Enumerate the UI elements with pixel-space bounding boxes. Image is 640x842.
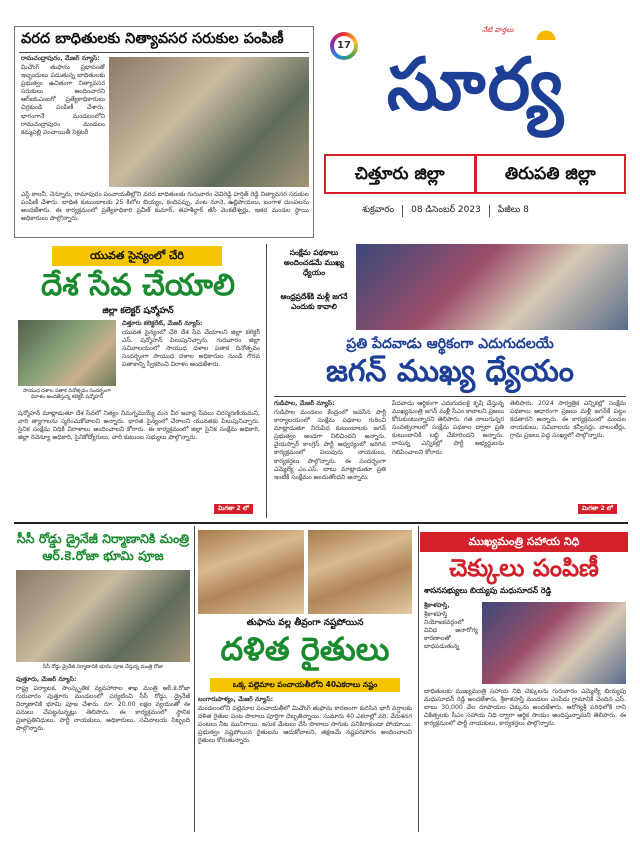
story-body: మండలంలోని పల్లెమాల పంచాయతీలో మిచౌంగ్ తుఫాను కారణంగా కురిసిన భారీ వర్షాలకు దళిత రైతుల పంట పొలాలు పూర్తిగా దెబ్బతిన్నాయి. సుమారు 40 ఎకరాల్లో వరి, వేరుశనగ పంటలు నీట మునిగాయి. ఇసుక మేటలు వేసి పొలాలు సాగుకు పనికిరాకుండా పోయాయి. ప్రభుత్వం నష్టపోయిన రైతులను ఆదుకోవాలని, తక్షణమే నష్టపరిహారం అందించాలని రైతులు కోరుతున్నారు. — [198, 705, 412, 745]
story-dateline: శ్రీకాళహస్తి, — [424, 602, 450, 609]
story-byline: శాసనసభ్యులు బియ్యపు మధుసూదన్ రెడ్డి — [424, 586, 552, 595]
column-divider — [266, 244, 267, 518]
newspaper-title[interactable]: సూర్య — [386, 42, 566, 126]
masthead — [322, 22, 628, 244]
anniversary-number: 17 — [334, 36, 354, 56]
story-cc-road — [14, 526, 192, 832]
column-divider — [194, 526, 195, 832]
story-body: రాష్ట్ర పర్యాటక, సాంస్కృతిక వ్యవహారాల శాఖ మంత్రి ఆర్.కె.రోజా గురువారం పుత్తూరు మండలంలో పర్యటించి సీసీ రోడ్డు, డ్రైనేజీ నిర్మాణానికి భూమి పూజ చేశారు. రూ. 20.00 లక్షల వ్యయంతో ఈ పనులు చేపట్టనున్నట్లు తెలిపారు. ఈ కార్యక్రమంలో స్థానిక ప్రజాప్రతినిధులు, పార్టీ నాయకులు, అధికారులు, సచివాలయ సిబ్బంది పాల్గొన్నారు. — [16, 685, 190, 733]
side-kicker-ap: ఆంధ్రప్రదేశ్‌కి మళ్లీ జగనే ఎందుకు కావాలి — [280, 292, 348, 311]
story-kicker: తుఫాను వల్ల తీవ్రంగా నష్టపోయిన — [246, 618, 364, 628]
news-photo[interactable] — [18, 320, 116, 386]
edition-tirupati[interactable]: తిరుపతి జిల్లా — [504, 164, 596, 184]
story-headline[interactable]: జగన్ ముఖ్య ధ్యేయం — [325, 354, 575, 389]
story-kicker: ముఖ్యమంత్రి సహాయ నిధి — [420, 532, 628, 552]
edition-bar — [324, 154, 626, 194]
story-dateline: గుడిపాల, మేజర్ న్యూస్: — [274, 400, 335, 407]
story-column-3: తెలిపారు. 2024 సార్వత్రిక ఎన్నికల్లో సంక్షేమ పథకాలు ఆధారంగా ప్రజలు మళ్లీ జగన్‌కే పట్టం కడతారని అన్నారు. ఈ కార్యక్రమంలో మండల నాయకులు, సచివాలయ కన్వీనర్లు, వాలంటీర్లు, గ్రామ ప్రజలు పెద్ద సంఖ్యలో పాల్గొన్నారు. — [510, 400, 626, 440]
story-headline[interactable]: సీసీ రోడ్డు డ్రైనేజీ నిర్మాణానికి మంత్రి ఆర్.కె.రోజా భూమి పూజ — [16, 531, 190, 563]
issue-date: 08 డిసెంబర్ 2023 — [403, 205, 490, 217]
story-kicker: యువత సైన్యంలో చేరి — [52, 246, 222, 266]
story-headline[interactable]: వరద బాధితులకు నిత్యావసర సరుకుల పంపిణీ — [21, 31, 284, 47]
story-dateline: రామచంద్రాపురం, మేజర్ న్యూస్: — [21, 55, 100, 62]
news-photo-field-2[interactable] — [308, 530, 412, 614]
news-photo[interactable] — [109, 57, 309, 187]
story-army-service — [14, 244, 262, 518]
story-body: శ్రీకాళహస్తి నియోజకవర్గంలో వివిధ అనారోగ్య కారణాలతో బాధపడుతున్న — [424, 611, 478, 651]
photo-caption: సీసీ రోడ్డు డ్రైనేజీ నిర్మాణానికి భూమి పూజ చేస్తున్న మంత్రి రోజా — [42, 664, 164, 670]
divider — [274, 396, 626, 397]
story-jagan-goal — [270, 244, 630, 518]
story-body: మిచౌంగ్ తుఫాను ప్రభావంతో ఇబ్బందులు పడుతున్న బాధితులకు ప్రభుత్వం ఉచితంగా నిత్యావసర సరుకులు అందించారని ఆర్ఐఓఎంఐగో ప్రత్యేకాధికారులు చిర్రకుండి పంపిణీ చేశారు. భాగంగానే మండలంలోని రామచంద్రాపురం మండలం కమ్మపల్లి పంచాయితీ సెక్రటరీ — [21, 64, 105, 136]
continued-tag[interactable]: మిగతా 2 లో — [578, 504, 617, 514]
story-body-continued: బాధితులకు ముఖ్యమంత్రి సహాయ నిధి చెక్కులను గురువారం ఎమ్మెల్యే బియ్యపు మధుసూదన్ రెడ్డి అందజేశారు. శ్రీకాళహస్తి మండలం ఎంపేడు గ్రామానికి చెందిన ఎస్. బాబు 30,000 వేల రూపాయల చెక్కును అందజేశారు. ఆరోగ్యశ్రీ పరిధిలోకి రాని చికిత్సలకు సీఎం సహాయ నిధి ద్వారా ఆర్థిక సాయం అందిస్తున్నామని తెలిపారు. ఈ కార్యక్రమంలో పార్టీ నాయకులు, కార్యకర్తలు పాల్గొన్నారు. — [424, 688, 626, 728]
story-column-2: పేదవాడు ఆర్థికంగా ఎదుగుదలకై కృషి చేస్తున్న ముఖ్యమంత్రి జగన్ మళ్లీ సీఎం కావాలని ప్రజలు కోరుకుంటున్నారని తెలిపారు. గత నాలుగున్నర సంవత్సరాలలో సంక్షేమ పథకాల ద్వారా ప్రతి కుటుంబానికి లబ్ధి చేకూరిందని అన్నారు. రానున్న ఎన్నికల్లో పార్టీ అభ్యర్థులను గెలిపించాలని కోరారు. — [392, 400, 504, 456]
side-kicker-welfare: సంక్షేమ పథకాలు అందించడమే ముఖ్య ధ్యేయం — [283, 248, 345, 277]
story-body-continued: ఎస్టీ కాలనీ, నెన్నూరు, రామాపురం పంచాయతీల్లోని వరద బాధితులకు గురువారం చెవిరెడ్డి హర్షిత్ రెడ్డి నిత్యావసర సరుకుల పంపిణీ చేశారు. బాధిత కుటుంబాలకు 25 కిలోల బియ్యం, కందిపప్పు, వంట నూనె, ఉల్లిపాయలు, బంగాళ దుంపలను అందజేశారు. ఈ కార్యక్రమంలో ప్రత్యేకాధికారి ప్రవీణ్ కుమార్, తహశీల్దార్ జీసీ వెంకటేశ్వర్లు, ఇతర మండల స్థాయి అధికారులు పాల్గొన్నారు. — [21, 191, 309, 223]
story-dateline: బంగారుపాళ్యం, మేజర్ న్యూస్: — [198, 696, 274, 703]
story-byline: జిల్లా కలెక్టర్ షన్మోహన్ — [102, 306, 174, 316]
story-dateline: చిత్తూరు కలెక్టరేట్, మేజర్ న్యూస్: — [122, 320, 203, 327]
news-photo-field-1[interactable] — [198, 530, 304, 614]
dateline-bar — [362, 202, 626, 220]
photo-caption: సాయుధ దళాల పతాక దినోత్సవం సందర్భంగా విరాళం అందజేస్తున్న కలెక్టర్ షన్మోహన్ — [23, 388, 111, 400]
story-headline[interactable]: చెక్కులు పంపిణీ — [449, 554, 599, 582]
edition-chittoor[interactable]: చిత్తూరు జిల్లా — [354, 164, 445, 184]
story-column-1: గుడిపాల మండలం కేంద్రంలో జనసేన పార్టీ కార్యాలయంలో సంక్షేమ పథకాల గురించి మాట్లాడుతూ నిరుపేద కుటుంబాలకు జగన్ ప్రభుత్వం అండగా నిలిచిందని అన్నారు. వైయస్సార్ కాంగ్రెస్ పార్టీ ఆధ్వర్యంలో జరిగిన కార్యక్రమంలో పలువురు నాయకులు, కార్యకర్తలు పాల్గొన్నారు. ఈ సందర్భంగా ఎమ్మెల్యే ఎం.ఎస్. బాబు మాట్లాడుతూ ప్రతి ఇంటికి సంక్షేమం అందుతోందని అన్నారు. — [274, 409, 386, 481]
issue-day: శుక్రవారం — [362, 205, 403, 217]
row-divider — [14, 522, 628, 524]
continued-tag[interactable]: మిగతా 2 లో — [214, 504, 253, 514]
story-headline[interactable]: దేశ సేవ చేయాలి — [41, 268, 235, 303]
divider — [19, 52, 309, 53]
column-divider — [418, 526, 419, 832]
page-count: పేజీలు 8 — [497, 205, 529, 215]
story-kicker: ప్రతి పేదవాడు ఆర్థికంగా ఎదుగుదలయే — [346, 336, 554, 352]
story-headline[interactable]: దళిత రైతులు — [220, 630, 390, 668]
news-photo[interactable] — [16, 570, 190, 662]
story-dalit-farmers — [196, 526, 414, 832]
story-body-continued: షన్మోహన్ మాట్లాడుతూ దేశ సేవలో నిత్యం నిమగ్నమయ్యే మన వీర జవాన్ల సేవలు చిరస్మరణీయమని, వారి త్యాగాలను స్మరించుకోవాలని అన్నారు. భారత సైన్యంలో చేరాలని యువతకు పిలుపునిచ్చారు. సైనిక సంక్షేమ నిధికి విరాళాలు అందించాలని కోరారు. ఈ కార్యక్రమంలో జిల్లా సైనిక సంక్షేమ అధికారి, జిల్లా రెవెన్యూ అధికారి, సైనికోద్యోగులు, వారి కుటుంబ సభ్యులు పాల్గొన్నారు. — [18, 410, 260, 442]
tagline: నేటి వార్తలు — [482, 26, 514, 34]
story-cmrf-cheques — [420, 526, 628, 832]
story-body: యువత సైన్యంలో చేరి దేశ సేవ చేయాలని జిల్లా కలెక్టర్ ఎస్. షన్మోహన్ పిలుపునిచ్చారు. గురువారం జిల్లా సచివాలయంలో సాయుధ దళాల పతాక దినోత్సవం సందర్భంగా సాయుధ దళాల అధికారుల నుండి గౌరవ పతాకాన్ని స్వీకరించి విరాళం అందజేశారు. — [122, 329, 260, 369]
news-photo[interactable] — [482, 602, 626, 684]
story-dateline: పుత్తూరు, మేజర్ న్యూస్: — [16, 676, 77, 683]
news-photo[interactable] — [356, 244, 628, 330]
story-flood-relief — [14, 26, 314, 238]
story-strap: ఒక్క పల్లెమాల పంచాయతీలోని 40ఎకరాలు నష్టం — [210, 678, 400, 692]
